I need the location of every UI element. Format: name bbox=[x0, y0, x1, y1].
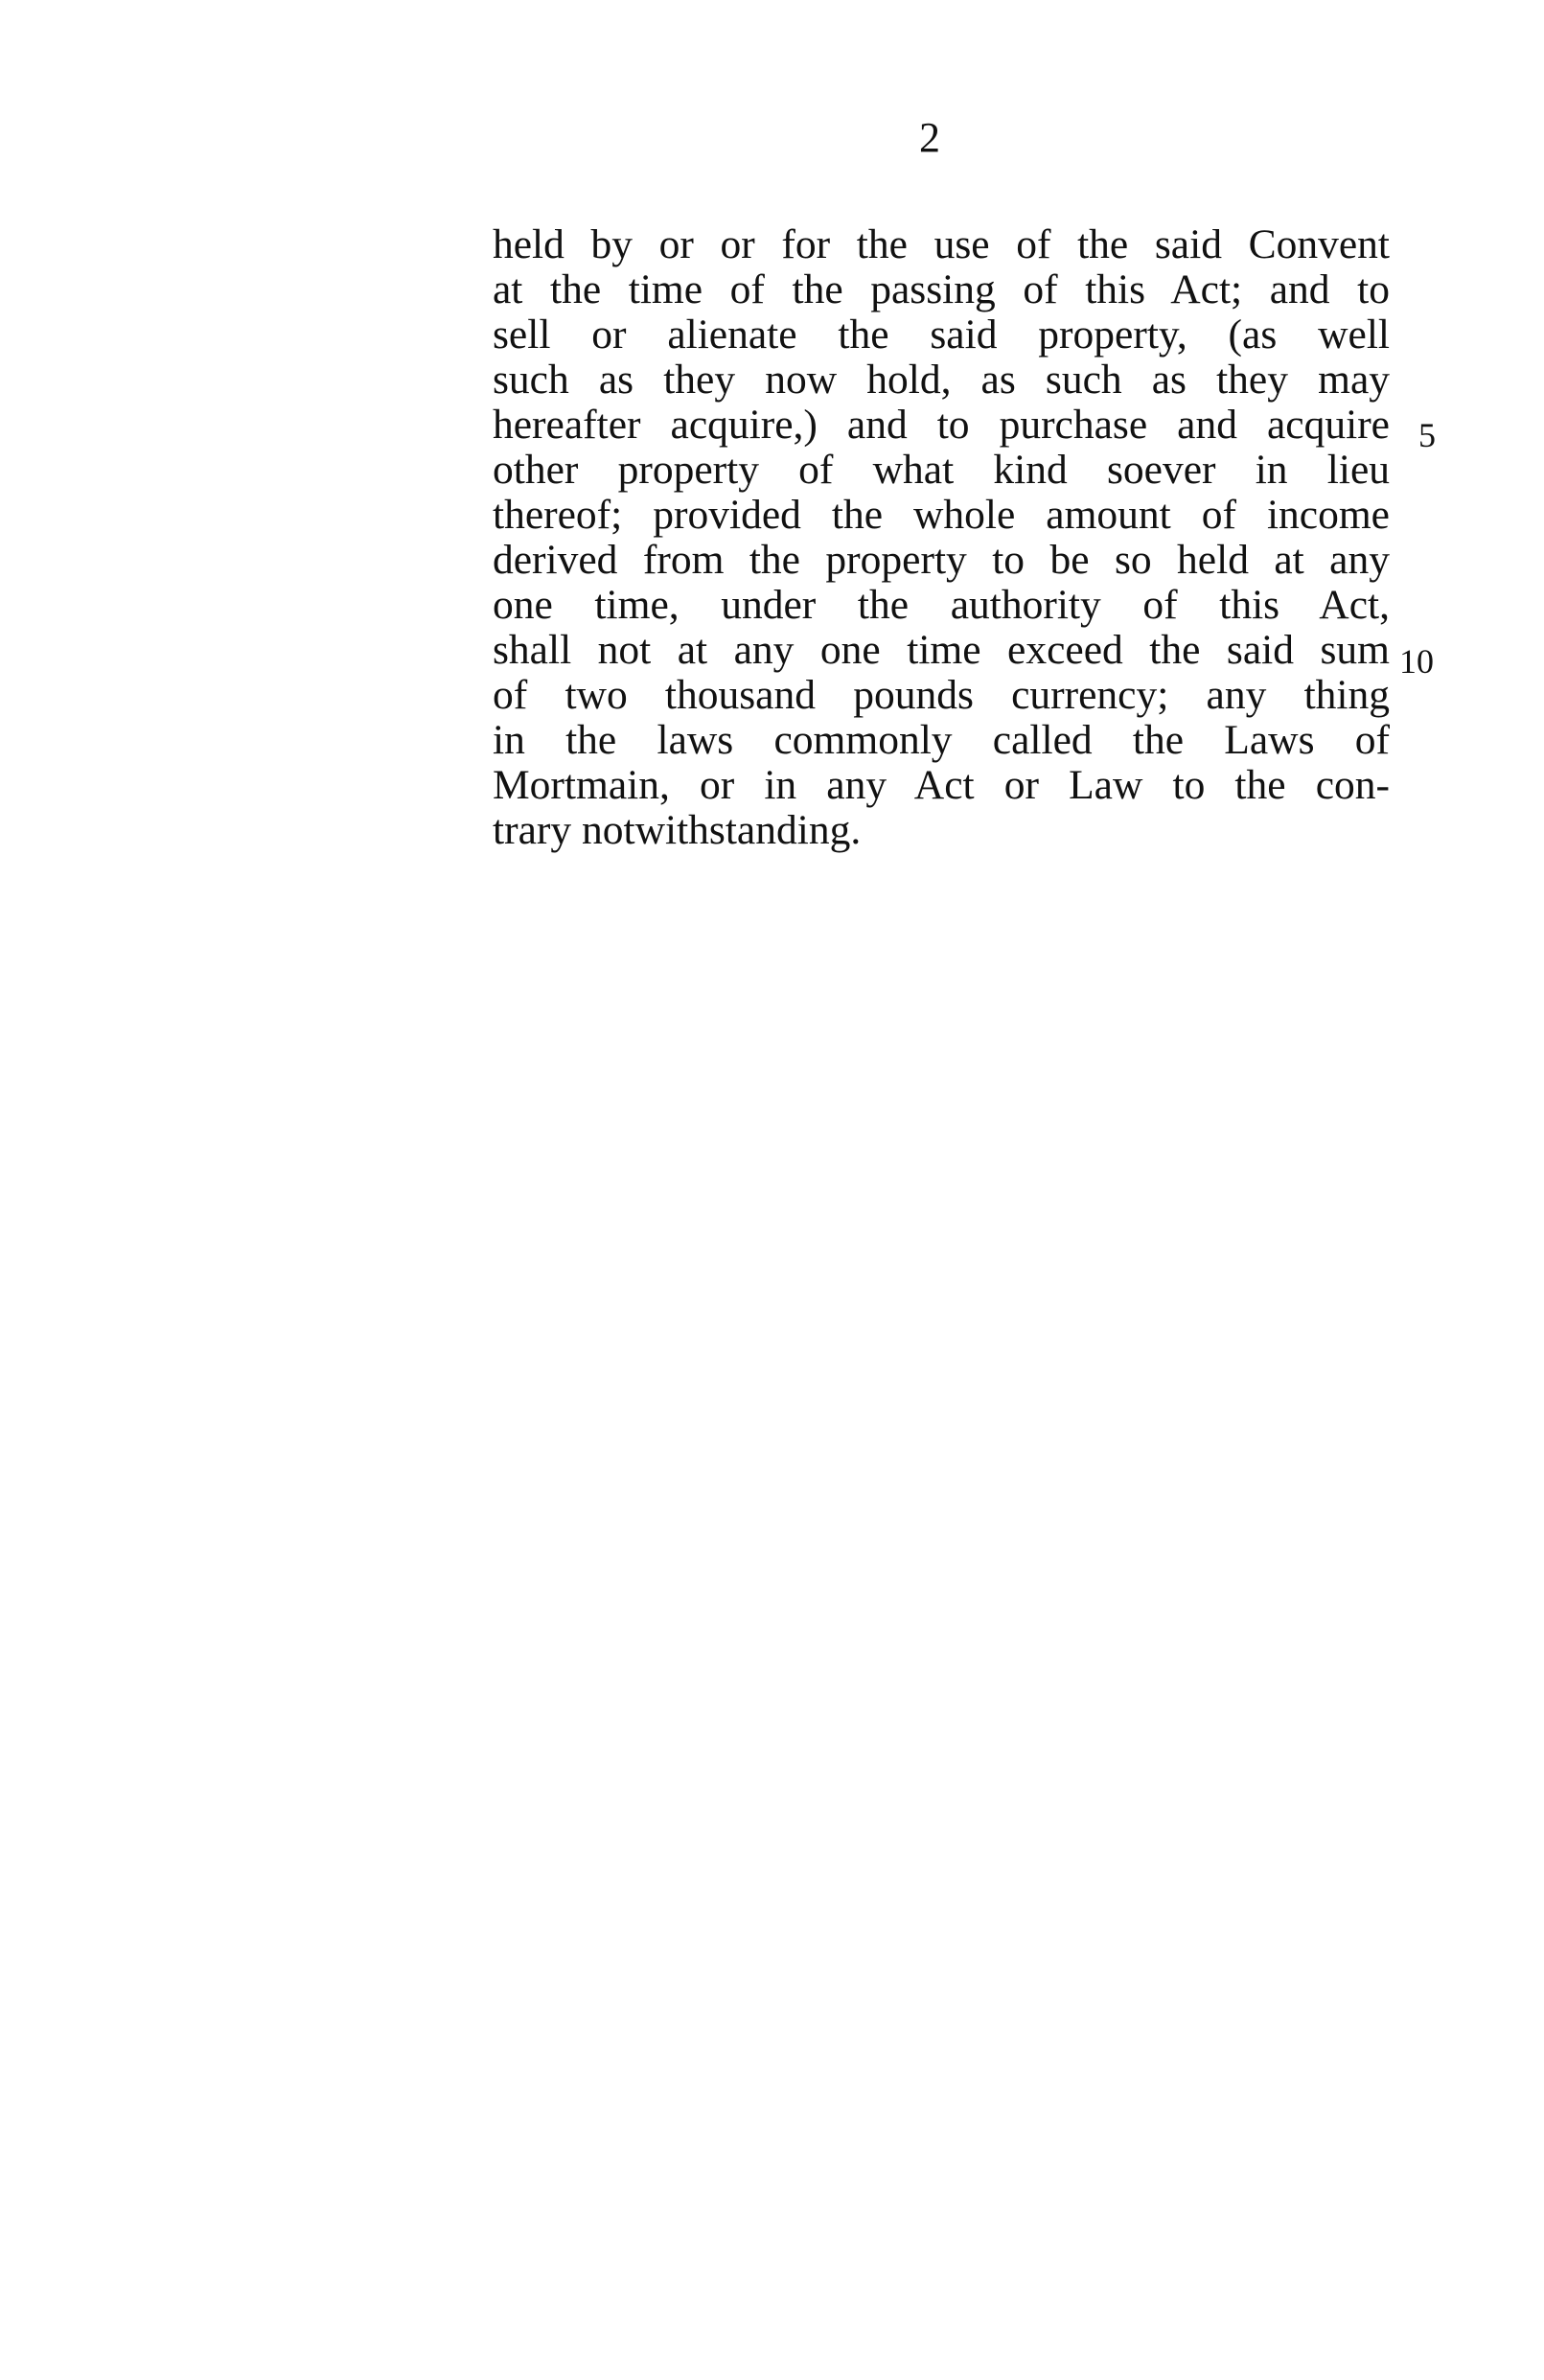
margin-line-number: 10 bbox=[1399, 642, 1434, 681]
text-line: such as they now hold, as such as they may bbox=[493, 357, 1390, 403]
body-text bbox=[493, 222, 1390, 853]
text-line: hereafter acquire,) and to purchase and acquire bbox=[493, 402, 1390, 448]
text-line: shall not at any one time exceed the said sum bbox=[493, 627, 1390, 673]
text-line: derived from the property to be so held at any bbox=[493, 537, 1390, 583]
text-line: Mortmain, or in any Act or Law to the con- bbox=[493, 762, 1390, 808]
text-line: trary notwithstanding. bbox=[493, 807, 862, 853]
text-line: sell or alienate the said property, (as well bbox=[493, 312, 1390, 358]
text-line: of two thousand pounds currency; any thing bbox=[493, 672, 1390, 718]
text-line: at the time of the passing of this Act; and to bbox=[493, 266, 1390, 312]
text-line: in the laws commonly called the Laws of bbox=[493, 717, 1390, 763]
text-line: one time, under the authority of this Act, bbox=[493, 582, 1390, 628]
text-line: held by or or for the use of the said Convent bbox=[493, 221, 1390, 267]
page-number: 2 bbox=[919, 114, 940, 161]
margin-line-number: 5 bbox=[1418, 416, 1436, 454]
text-line: other property of what kind soever in lieu bbox=[493, 447, 1390, 493]
text-line: thereof; provided the whole amount of income bbox=[493, 492, 1390, 538]
